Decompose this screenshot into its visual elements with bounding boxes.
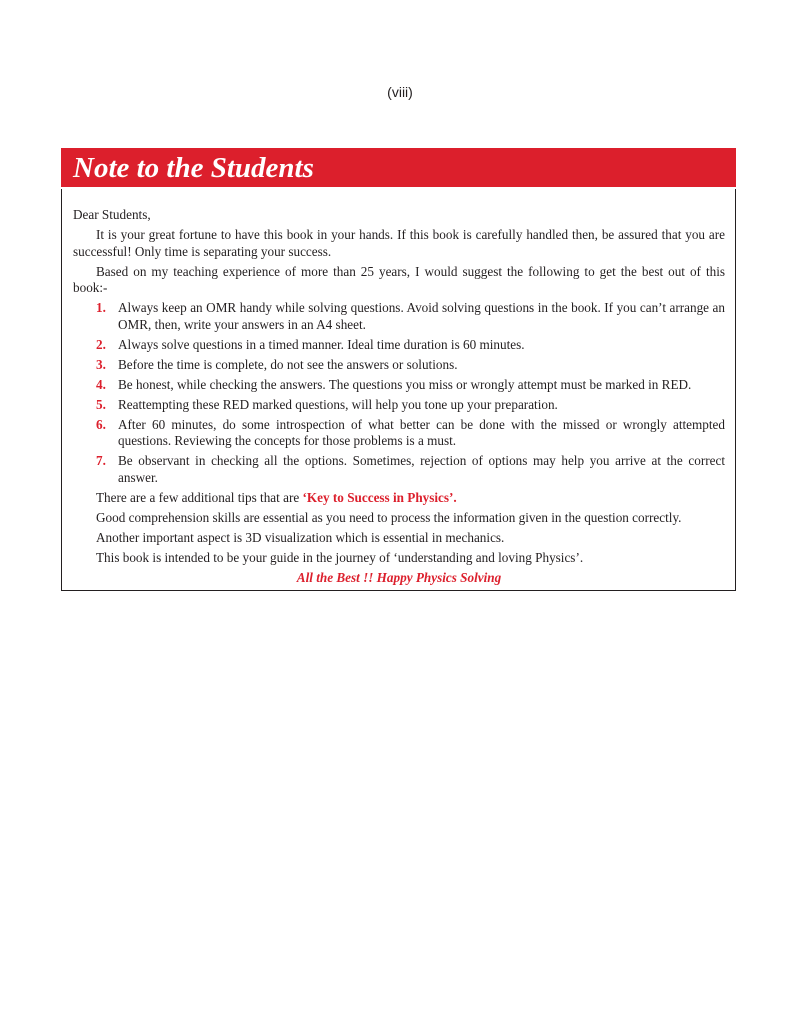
intro-paragraph: It is your great fortune to have this book in your hands. If this book is carefully handled then, be assured that you are successful! Only time is separating your success. [73,227,725,259]
list-item [73,417,725,450]
page-title: Note to the Students [73,152,314,184]
list-number: 2. [96,336,106,352]
list-number: 5. [96,396,106,412]
list-item [73,397,725,414]
list-item-text: Be honest, while checking the answers. The questions you miss or wrongly attempt must be marked in RED. [118,376,692,392]
closing-line: All the Best !! Happy Physics Solving [296,569,502,585]
comprehension-paragraph: Good comprehension skills are essential as you need to process the information given in the question correctly. [96,509,682,525]
list-item-text: After 60 minutes, do some introspection of what better can be done with the missed or wrongly attempted questions. Reviewing the concepts for those problems is a must. [118,416,725,448]
guide-paragraph: This book is intended to be your guide in the journey of ‘understanding and loving Physics’. [96,549,584,565]
tips-prefix: There are a few additional tips that are [96,489,303,505]
salutation: Dear Students, [73,207,151,222]
list-item [73,357,725,374]
title-banner [61,148,736,187]
suggestions-list [73,300,725,486]
list-item [73,337,725,354]
list-item-text: Reattempting these RED marked questions, will help you tone up your preparation. [118,396,558,412]
list-item-text: Before the time is complete, do not see the answers or solutions. [118,356,458,372]
list-item-text: Always solve questions in a timed manner. Ideal time duration is 60 minutes. [118,336,525,352]
list-number: 1. [96,300,106,315]
note-body [73,207,725,590]
tips-paragraph [73,490,725,507]
list-item [73,377,725,394]
list-item [73,453,725,486]
note-content-box [61,189,736,591]
page-number: (viii) [387,84,413,100]
tips-highlight: ‘Key to Success in Physics’. [302,489,457,505]
list-number: 3. [96,356,106,372]
visualization-paragraph: Another important aspect is 3D visualization which is essential in mechanics. [96,529,505,545]
list-number: 6. [96,416,106,432]
list-item-text: Always keep an OMR handy while solving questions. Avoid solving questions in the book. If you can’t arrange an OMR, then, write your answers in an A4 sheet. [118,300,725,332]
list-item [73,300,725,333]
list-number: 7. [96,453,106,468]
list-number: 4. [96,376,106,392]
lead-in-paragraph: Based on my teaching experience of more than 25 years, I would suggest the following to get the best out of this book:- [73,263,725,295]
list-item-text: Be observant in checking all the options. Sometimes, rejection of options may help you arrive at the correct answer. [118,453,725,485]
